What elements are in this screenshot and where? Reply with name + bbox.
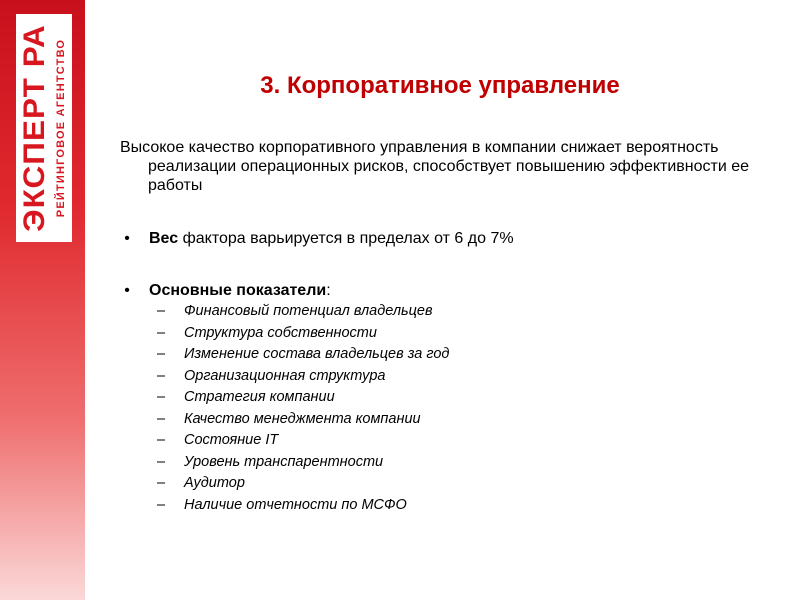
list-item (157, 345, 757, 367)
list-item (157, 302, 757, 324)
indicator-label: Стратегия компании (184, 389, 335, 405)
intro-paragraph: Высокое качество корпоративного управления в компании снижает вероятность реализации операционных рисков, способствует повышению эффективности ее работы (120, 139, 750, 194)
indicator-label: Аудитор (184, 475, 245, 491)
indicator-label: Состояние IT (184, 432, 279, 448)
list-item (157, 453, 757, 475)
sidebar-band (0, 0, 85, 600)
dash-marker: – (157, 410, 166, 427)
list-item (157, 496, 757, 518)
logo-sub-text: РЕЙТИНГОВОЕ АГЕНТСТВО (55, 38, 67, 218)
logo-main-text: ЭКСПЕРТ РА (18, 24, 51, 232)
dash-marker: – (157, 303, 166, 319)
dash-marker: – (157, 367, 166, 384)
dash-marker: – (157, 453, 166, 470)
list-item (157, 474, 757, 496)
bullet-text (149, 281, 331, 300)
bullet-text (149, 229, 514, 248)
dash-marker: – (157, 324, 166, 341)
dash-marker: – (157, 496, 166, 513)
indicator-label: Качество менеджмента компании (184, 410, 421, 427)
list-item (157, 410, 757, 432)
bullet-rest: : (326, 282, 331, 299)
dash-marker: – (157, 346, 166, 362)
bullet-marker: • (124, 282, 130, 299)
bullet-rest: фактора варьируется в пределах от 6 до 7% (178, 230, 514, 247)
list-item (157, 388, 757, 410)
bullet-marker: • (124, 230, 130, 247)
indicator-label: Организационная структура (184, 367, 386, 384)
indicator-label: Изменение состава владельцев за год (184, 346, 450, 362)
dash-marker: – (157, 389, 166, 405)
dash-marker: – (157, 475, 166, 491)
list-item (157, 324, 757, 346)
expert-ra-logo (16, 14, 72, 242)
list-item (157, 431, 757, 453)
indicator-label: Уровень транспарентности (184, 453, 384, 470)
bullet-bold: Основные показатели (149, 282, 327, 299)
indicator-label: Наличие отчетности по МСФО (184, 496, 407, 513)
list-item (157, 367, 757, 389)
indicator-label: Структура собственности (184, 324, 377, 341)
indicator-list (157, 302, 757, 517)
indicator-label: Финансовый потенциал владельцев (184, 303, 433, 319)
bullet-bold: Вес (149, 230, 179, 247)
dash-marker: – (157, 432, 166, 448)
slide-title: 3. Корпоративное управление (260, 72, 620, 99)
